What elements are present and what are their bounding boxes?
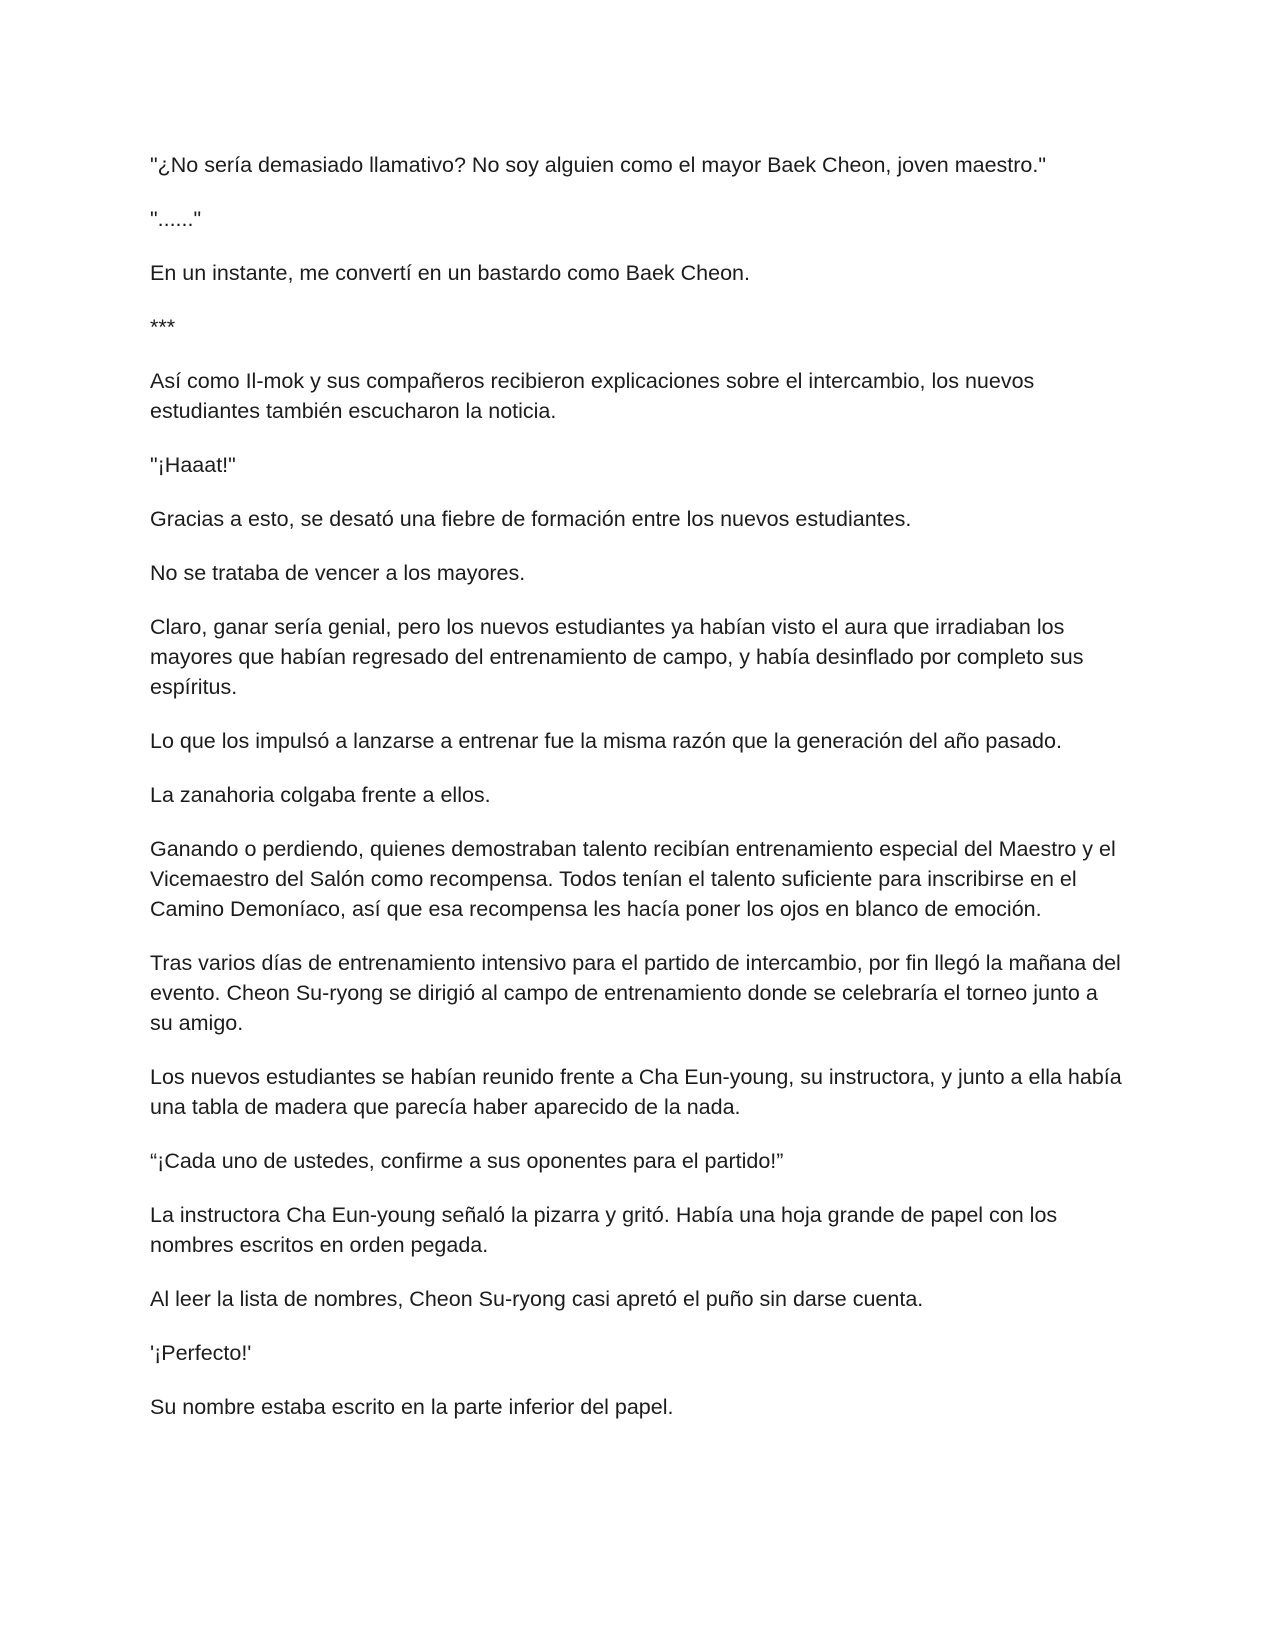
paragraph: Ganando o perdiendo, quienes demostraban talento recibían entrenamiento especial del Maestro y el Vicemaestro del Salón como recompensa. Todos tenían el talento suficiente para inscribirse en el Camino Demoníaco, así que esa recompensa les hacía poner los ojos en blanco de emoción. bbox=[150, 837, 1116, 921]
paragraph: En un instante, me convertí en un bastardo como Baek Cheon. bbox=[150, 261, 750, 285]
paragraph: No se trataba de vencer a los mayores. bbox=[150, 561, 526, 585]
paragraph: '¡Perfecto!' bbox=[150, 1341, 252, 1365]
paragraph: Lo que los impulsó a lanzarse a entrenar fue la misma razón que la generación del año pasado. bbox=[150, 729, 1062, 753]
paragraph: Al leer la lista de nombres, Cheon Su-ryong casi apretó el puño sin darse cuenta. bbox=[150, 1287, 924, 1311]
paragraph: Los nuevos estudiantes se habían reunido frente a Cha Eun-young, su instructora, y junto a ella había una tabla de madera que parecía haber aparecido de la nada. bbox=[150, 1065, 1122, 1119]
paragraph: "¿No sería demasiado llamativo? No soy alguien como el mayor Baek Cheon, joven maestro." bbox=[150, 153, 1046, 177]
paragraph: “¡Cada uno de ustedes, confirme a sus oponentes para el partido!” bbox=[150, 1149, 784, 1173]
scene-break: *** bbox=[150, 315, 176, 339]
paragraph: "¡Haaat!" bbox=[150, 453, 236, 477]
paragraph: Así como Il-mok y sus compañeros recibieron explicaciones sobre el intercambio, los nuevos estudiantes también escucharon la noticia. bbox=[150, 369, 1035, 423]
paragraph: Gracias a esto, se desató una fiebre de formación entre los nuevos estudiantes. bbox=[150, 507, 912, 531]
paragraph: La instructora Cha Eun-young señaló la pizarra y gritó. Había una hoja grande de papel con los nombres escritos en orden pegada. bbox=[150, 1203, 1058, 1257]
paragraph: La zanahoria colgaba frente a ellos. bbox=[150, 783, 491, 807]
paragraph: Claro, ganar sería genial, pero los nuevos estudiantes ya habían visto el aura que irradiaban los mayores que habían regresado del entrenamiento de campo, y había desinflado por completo sus espíritus. bbox=[150, 615, 1084, 699]
document-body bbox=[150, 150, 1125, 1446]
paragraph: Tras varios días de entrenamiento intensivo para el partido de intercambio, por fin llegó la mañana del evento. Cheon Su-ryong se dirigió al campo de entrenamiento donde se celebraría el torneo junto a su amigo. bbox=[150, 951, 1121, 1035]
paragraph: "......" bbox=[150, 207, 202, 231]
paragraph: Su nombre estaba escrito en la parte inferior del papel. bbox=[150, 1395, 674, 1419]
